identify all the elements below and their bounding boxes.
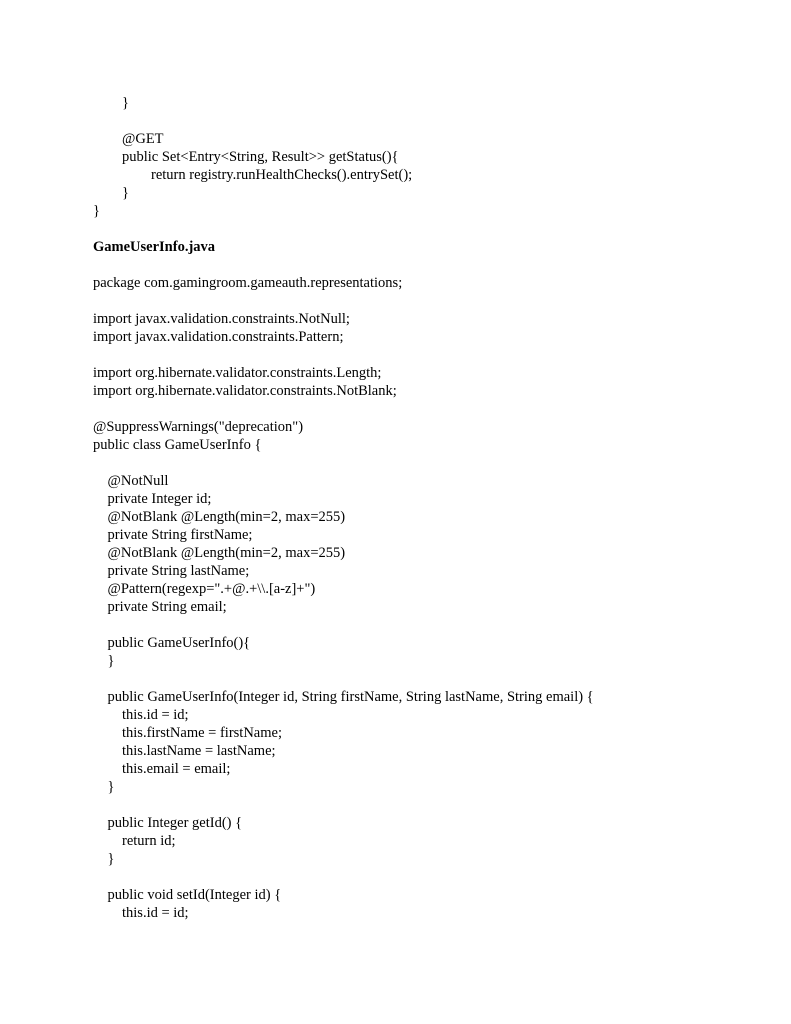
code-line: import org.hibernate.validator.constraints.Length;: [93, 365, 382, 381]
code-line: import org.hibernate.validator.constraints.NotBlank;: [93, 383, 397, 399]
code-line: this.lastName = lastName;: [93, 743, 276, 759]
code-line: this.email = email;: [93, 761, 231, 777]
code-line: this.id = id;: [93, 707, 189, 723]
code-line: return id;: [93, 833, 176, 849]
code-line: private Integer id;: [93, 491, 212, 507]
code-line: public class GameUserInfo {: [93, 437, 262, 453]
code-line: }: [93, 95, 129, 111]
code-line: public void setId(Integer id) {: [93, 887, 282, 903]
code-line: private String firstName;: [93, 527, 253, 543]
code-line: }: [93, 653, 115, 669]
code-line: return registry.runHealthChecks().entrySet();: [93, 167, 413, 183]
code-line: this.id = id;: [93, 905, 189, 921]
code-line: }: [93, 203, 100, 219]
code-line: @NotNull: [93, 473, 169, 489]
code-line: @Pattern(regexp=".+@.+\\.[a-z]+"): [93, 581, 316, 597]
code-line: this.firstName = firstName;: [93, 725, 282, 741]
code-line: public GameUserInfo(){: [93, 635, 251, 651]
code-line: import javax.validation.constraints.NotNull;: [93, 311, 350, 327]
code-line: package com.gamingroom.gameauth.representations;: [93, 275, 403, 291]
code-line: private String lastName;: [93, 563, 250, 579]
code-line: @GET: [93, 131, 164, 147]
code-line: }: [93, 779, 115, 795]
code-line: public GameUserInfo(Integer id, String firstName, String lastName, String email) {: [93, 689, 594, 705]
code-line: @NotBlank @Length(min=2, max=255): [93, 509, 346, 525]
code-line: @SuppressWarnings("deprecation"): [93, 419, 304, 435]
code-line: public Integer getId() {: [93, 815, 243, 831]
code-line: @NotBlank @Length(min=2, max=255): [93, 545, 346, 561]
file-heading: GameUserInfo.java: [93, 239, 216, 255]
code-line: private String email;: [93, 599, 227, 615]
code-line: public Set<Entry<String, Result>> getStatus(){: [93, 149, 399, 165]
code-line: import javax.validation.constraints.Pattern;: [93, 329, 344, 345]
code-line: }: [93, 185, 129, 201]
code-line: }: [93, 851, 115, 867]
